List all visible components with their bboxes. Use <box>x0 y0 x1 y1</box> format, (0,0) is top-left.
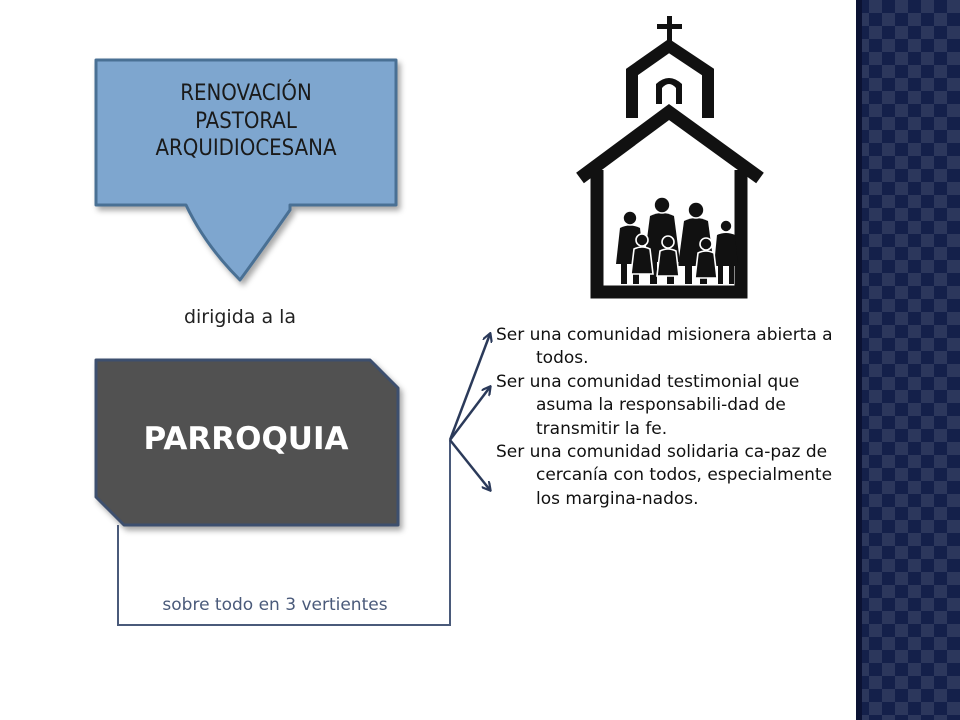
branch-arrow-3 <box>450 440 490 490</box>
vertiente-item-testimonial: Ser una comunidad testimonial que asuma la responsabili-dad de transmitir la fe. <box>496 371 800 439</box>
vertientes-list <box>496 324 846 511</box>
branch-arrow-1 <box>450 334 490 440</box>
branch-arrow-2 <box>450 387 490 440</box>
renovacion-line-2: PASTORAL <box>195 108 297 134</box>
renovacion-line-3: ARQUIDIOCESANA <box>155 136 337 161</box>
vertiente-item-solidaria: Ser una comunidad solidaria ca-paz de cercanía con todos, especialmente los margina-nados. <box>496 442 833 509</box>
renovacion-title <box>96 80 396 163</box>
connector-text: dirigida a la <box>183 306 297 328</box>
parroquia-label: PARROQUIA <box>143 421 349 457</box>
renovacion-line-1: RENOVACIÓN <box>180 81 312 106</box>
vertiente-item-misionera: Ser una comunidad misionera abierta a todos. <box>496 325 833 369</box>
church-with-family-icon <box>580 16 760 292</box>
bottom-note: sobre todo en 3 vertientes <box>162 595 388 615</box>
